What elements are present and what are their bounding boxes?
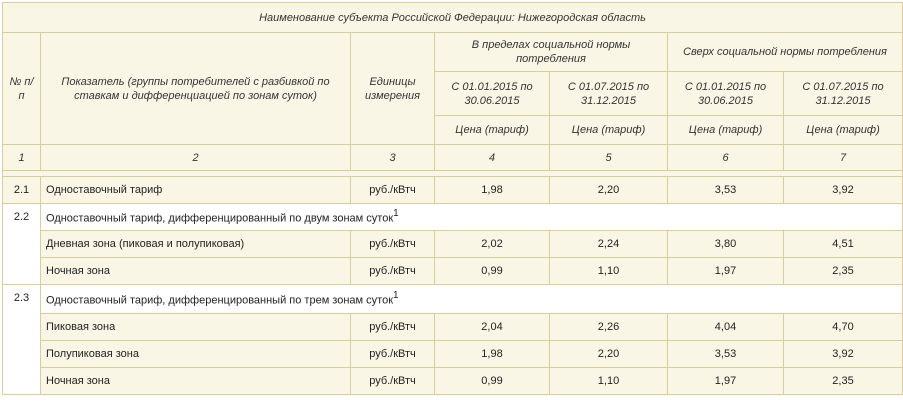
row-name: Одноставочный тариф xyxy=(41,177,351,204)
col-number-3: 3 xyxy=(351,145,435,171)
row-value-3: 3,53 xyxy=(668,341,784,368)
col-number-5: 5 xyxy=(550,145,668,171)
row-unit: руб./кВтч xyxy=(351,177,435,204)
header-indicator: Показатель (группы потребителей с разбивкой по ставкам и дифференциацией по зонам суток) xyxy=(41,33,351,145)
row-value-4: 2,35 xyxy=(784,368,903,395)
row-value-2: 2,26 xyxy=(550,314,668,341)
group-name-cell xyxy=(41,204,903,231)
header-price-3: Цена (тариф) xyxy=(668,116,784,145)
header-period-2: С 01.07.2015 по 31.12.2015 xyxy=(550,72,668,116)
row-name: Дневная зона (пиковая и полупиковая) xyxy=(41,231,351,258)
row-value-1: 0,99 xyxy=(435,258,550,285)
row-value-1: 1,98 xyxy=(435,177,550,204)
row-unit: руб./кВтч xyxy=(351,314,435,341)
row-unit: руб./кВтч xyxy=(351,258,435,285)
table-row xyxy=(3,341,903,368)
header-row-1 xyxy=(3,33,903,72)
header-above-norm: Сверх социальной нормы потребления xyxy=(668,33,903,72)
col-number-2: 2 xyxy=(41,145,351,171)
header-period-1: С 01.01.2015 по 30.06.2015 xyxy=(435,72,550,116)
row-value-4: 4,51 xyxy=(784,231,903,258)
header-period-4: С 01.07.2015 по 31.12.2015 xyxy=(784,72,903,116)
table-row xyxy=(3,314,903,341)
row-value-2: 1,10 xyxy=(550,368,668,395)
group-name: Одноставочный тариф, дифференцированный по трем зонам суток xyxy=(46,294,394,307)
row-value-3: 1,97 xyxy=(668,258,784,285)
row-value-3: 4,04 xyxy=(668,314,784,341)
header-price-1: Цена (тариф) xyxy=(435,116,550,145)
row-value-1: 2,02 xyxy=(435,231,550,258)
header-price-2: Цена (тариф) xyxy=(550,116,668,145)
col-number-7: 7 xyxy=(784,145,903,171)
group-row xyxy=(3,204,903,231)
row-name: Ночная зона xyxy=(41,368,351,395)
group-num: 2.3 xyxy=(3,285,41,395)
row-value-1: 2,04 xyxy=(435,314,550,341)
table-row xyxy=(3,258,903,285)
row-value-2: 2,20 xyxy=(550,177,668,204)
row-value-2: 2,24 xyxy=(550,231,668,258)
row-value-4: 3,92 xyxy=(784,177,903,204)
row-value-4: 3,92 xyxy=(784,341,903,368)
title-row xyxy=(3,3,903,33)
row-value-4: 4,70 xyxy=(784,314,903,341)
table-title: Наименование субъекта Российской Федерации: Нижегородская область xyxy=(3,3,903,33)
col-number-4: 4 xyxy=(435,145,550,171)
col-number-6: 6 xyxy=(668,145,784,171)
row-value-3: 3,53 xyxy=(668,177,784,204)
header-within-norm: В пределах социальной нормы потребления xyxy=(435,33,668,72)
row-value-3: 1,97 xyxy=(668,368,784,395)
group-name-cell xyxy=(41,285,903,314)
table-row xyxy=(3,231,903,258)
footnote-mark: 1 xyxy=(393,208,399,220)
row-value-3: 3,80 xyxy=(668,231,784,258)
header-period-3: С 01.01.2015 по 30.06.2015 xyxy=(668,72,784,116)
footnote-mark: 1 xyxy=(393,290,399,302)
row-value-4: 2,35 xyxy=(784,258,903,285)
row-name: Полупиковая зона xyxy=(41,341,351,368)
row-unit: руб./кВтч xyxy=(351,341,435,368)
row-unit: руб./кВтч xyxy=(351,231,435,258)
row-value-1: 0,99 xyxy=(435,368,550,395)
col-number-1: 1 xyxy=(3,145,41,171)
group-name: Одноставочный тариф, дифференцированный по двум зонам суток xyxy=(46,212,394,225)
row-unit: руб./кВтч xyxy=(351,368,435,395)
table-row xyxy=(3,368,903,395)
row-value-2: 2,20 xyxy=(550,341,668,368)
header-price-4: Цена (тариф) xyxy=(784,116,903,145)
row-name: Ночная зона xyxy=(41,258,351,285)
row-name: Пиковая зона xyxy=(41,314,351,341)
header-num: № п/п xyxy=(3,33,41,145)
group-num: 2.2 xyxy=(3,204,41,285)
table-row xyxy=(3,177,903,204)
tariff-table xyxy=(2,2,903,395)
row-num: 2.1 xyxy=(3,177,41,204)
header-unit: Единицы измерения xyxy=(351,33,435,145)
group-row xyxy=(3,285,903,314)
column-numbers-row xyxy=(3,145,903,171)
row-value-2: 1,10 xyxy=(550,258,668,285)
row-value-1: 1,98 xyxy=(435,341,550,368)
